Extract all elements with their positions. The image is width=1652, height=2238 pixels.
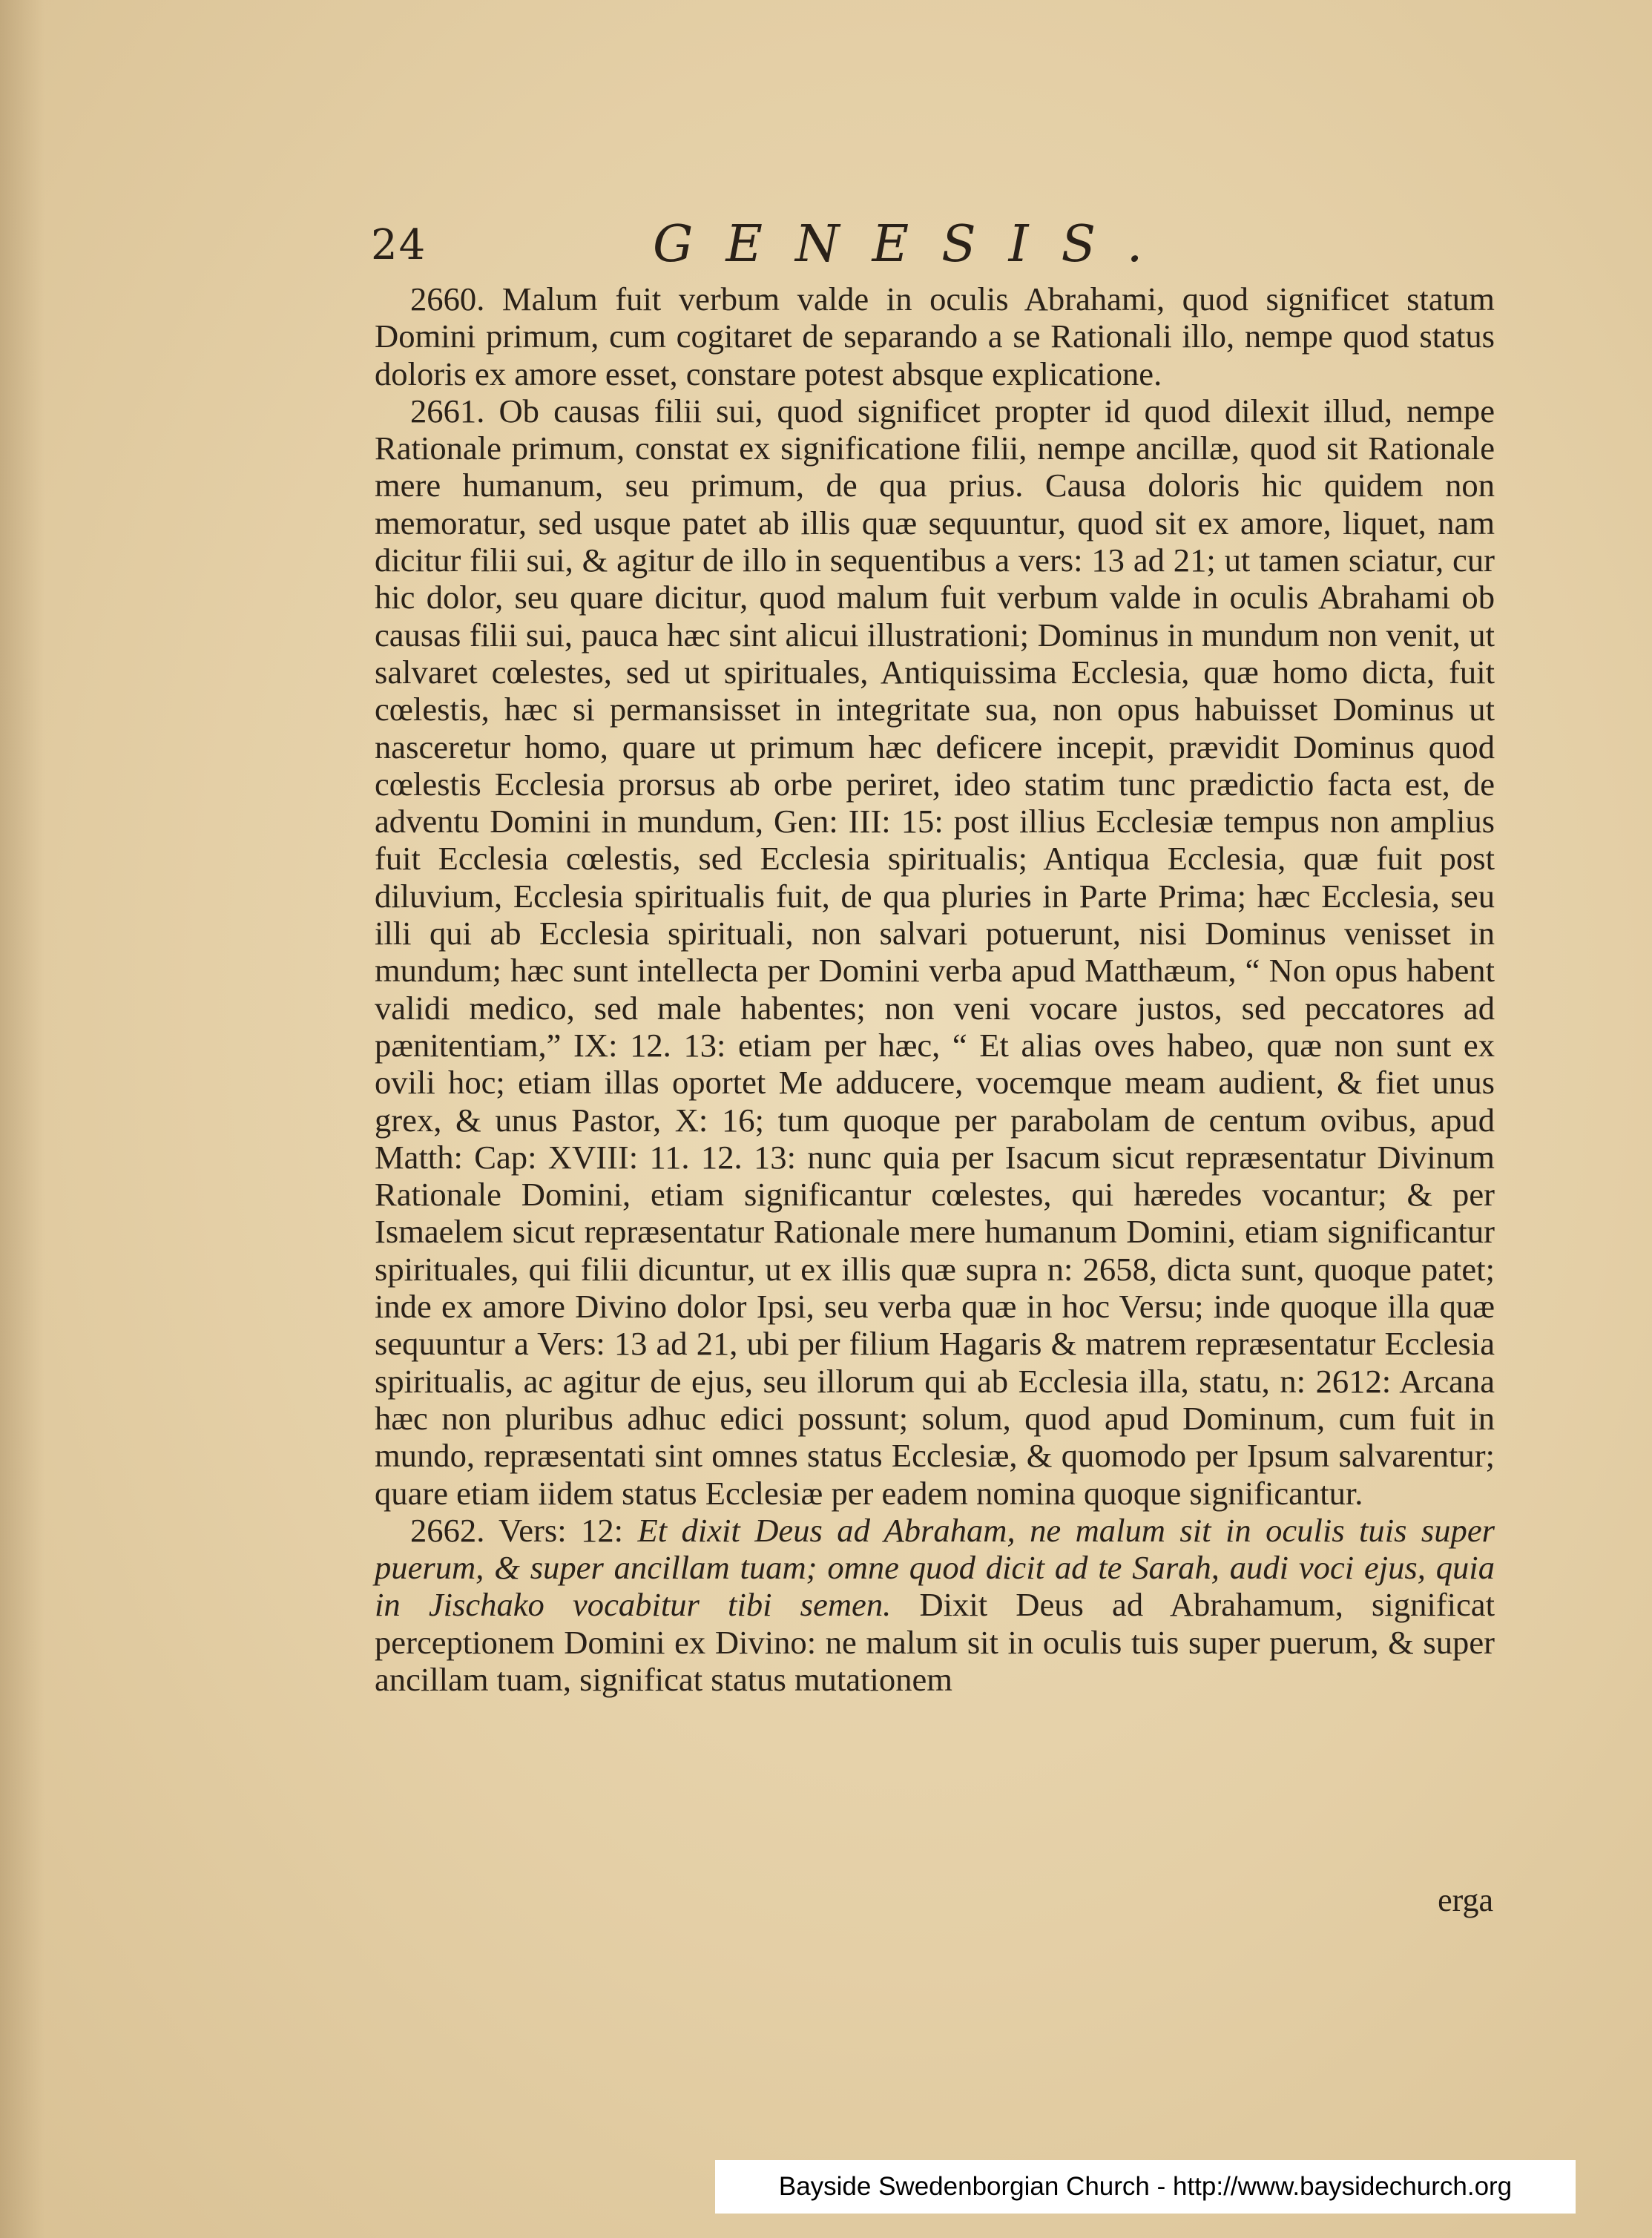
- binding-shadow: [0, 0, 45, 2238]
- paragraph-2662: [375, 1512, 1495, 1698]
- running-title: GENESIS.: [653, 215, 1176, 274]
- footer-credit-banner: Bayside Swedenborgian Church - http://www.baysidechurch.org: [715, 2160, 1576, 2214]
- paragraph-text: 2661. Ob causas filii sui, quod significet propter id quod dilexit illud, nempe Rationale primum, constat ex significatione filii, nempe ancillæ, quod sit Rationale mere humanum, seu primum, de qua prius. Causa doloris hic quidem non memoratur, sed usque patet ab illis quæ sequuntur, quod sit ex amore, liquet, nam dicitur filii sui, & agitur de illo in sequentibus a vers: 13 ad 21; ut tamen sciatur, cur hic dolor, seu quare dicitur, quod malum fuit verbum valde in oculis Abrahami ob causas filii sui, pauca hæc sint alicui illustrationi; Dominus in mundum non venit, ut salvaret cœlestes, sed ut spirituales, Antiquissima Ecclesia, quæ homo dicta, fuit cœlestis, hæc si permansisset in integritate sua, non opus habuisset Dominus ut nasceretur homo, quare ut primum hæc deficere incepit, prævidit Dominus quod cœlestis Ecclesia prorsus ab orbe periret, ideo statim tunc prædictio facta est, de adventu Domini in mundum, Gen: III: 15: post illius Ecclesiæ tempus non amplius fuit Ecclesia cœlestis, sed Ecclesia spiritualis; Antiqua Ecclesia, quæ fuit post diluvium, Ecclesia spiritualis fuit, de qua pluries in Parte Prima; hæc Ecclesia, seu illi qui ab Ecclesia spirituali, non salvari potuerunt, nisi Dominus venisset in mundum; hæc sunt intellecta per Domini verba apud Matthæum, “ Non opus habent validi medico, sed male habentes; non veni vocare justos, sed peccatores ad pænitentiam,” IX: 12. 13: etiam per hæc, “ Et alias oves habeo, quæ non sunt ex ovili hoc; etiam illas oportet Me adducere, vocemque meam audient, & fiet unus grex, & unus Pastor, X: 16; tum quoque per parabolam de centum ovibus, apud Matth: Cap: XVIII: 11. 12. 13: nunc quia per Isacum sicut repræsentatur Divinum Rationale Domini, etiam significantur cœlestes, qui hæredes vocantur; & per Ismaelem sicut repræsentatur Rationale mere humanum Domini, etiam significantur spirituales, qui filii dicuntur, ut ex illis quæ supra n: 2658, dicta sunt, quoque patet; inde ex amore Divino dolor Ipsi, seu verba quæ in hoc Versu; inde quoque illa quæ sequuntur a Vers: 13 ad 21, ubi per filium Hagaris & matrem repræsentatur Ecclesia spiritualis, ac agitur de ejus, seu illorum qui ab Ecclesia illa, statu, n: 2612: Arcana hæc non pluribus adhuc edici possunt; solum, quod apud Dominum, cum fuit in mundo, repræsentati sint omnes status Ecclesiæ, & quomodo per Ipsum salvarentur; quare etiam iidem status Ecclesiæ per eadem nomina quoque significantur.: [375, 392, 1495, 1512]
- paragraph-text: 2660. Malum fuit verbum valde in oculis Abrahami, quod significet statum Domini primum, cum cogitaret de separando a se Rationali illo, nempe quod status doloris ex amore esset, constare potest absque explicatione.: [375, 280, 1495, 392]
- page-number: 24: [371, 221, 427, 269]
- body-text: [375, 280, 1495, 1698]
- catchword: erga: [1438, 1882, 1493, 1918]
- verse-reference: 2662. Vers: 12:: [410, 1511, 624, 1549]
- paragraph-2660: [375, 280, 1495, 392]
- verse-quotation: Et dixit Deus ad Abraham, ne malum sit in oculis tuis super puerum, & super ancillam tuam; omne quod dicit ad te Sarah, audi voci ejus, quia in Jischako vocabitur tibi semen.: [375, 1511, 1495, 1624]
- paragraph-2661: [375, 392, 1495, 1512]
- paragraph-text: Dixit Deus ad Abrahamum, significat perceptionem Domini ex Divino: ne malum sit in oculis tuis super puerum, & super ancillam tuam, significat status mutationem: [375, 1586, 1495, 1698]
- page-header: [371, 208, 1484, 282]
